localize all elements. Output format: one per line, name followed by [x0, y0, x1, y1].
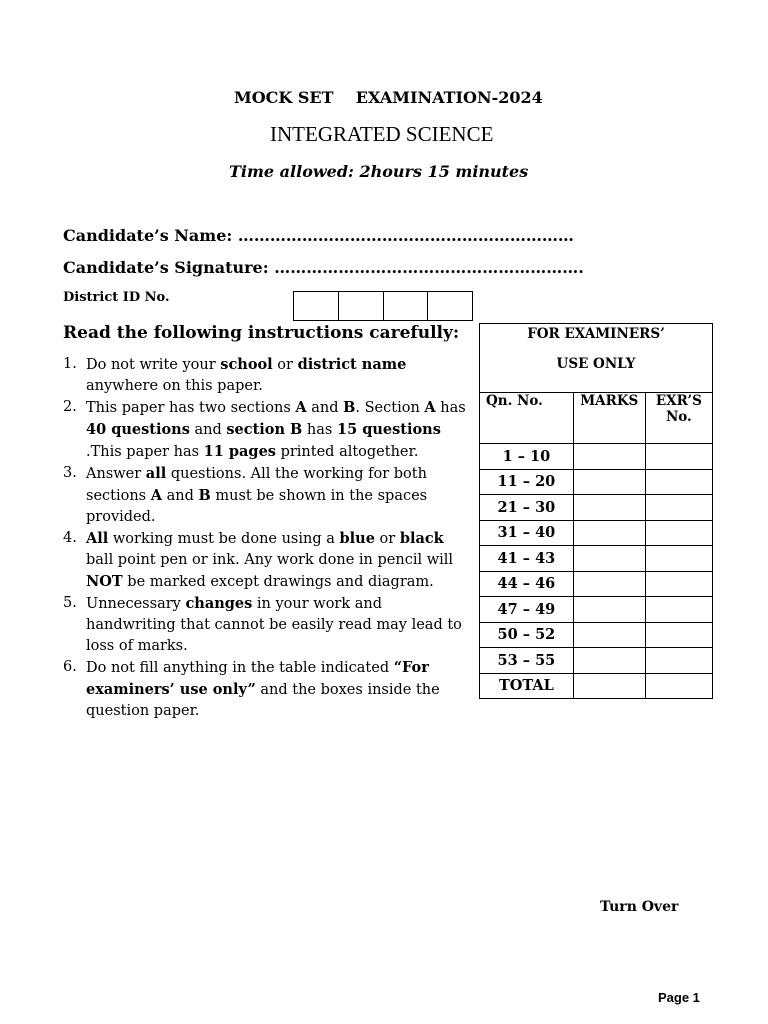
- instruction-text: and: [162, 488, 199, 504]
- district-id-box[interactable]: [294, 292, 339, 320]
- instruction-emphasis: 11 pages: [203, 443, 276, 460]
- question-range-cell: 47 – 49: [480, 597, 574, 623]
- instruction-text: This paper has two sections: [86, 400, 296, 416]
- table-row: [480, 673, 713, 699]
- table-row: [480, 571, 713, 597]
- instruction-emphasis: NOT: [86, 573, 123, 590]
- instruction-item: [63, 463, 473, 528]
- examiner-no-cell: [645, 546, 712, 572]
- marks-cell: [573, 673, 645, 699]
- table-row: [480, 622, 713, 648]
- instruction-item: [63, 354, 473, 397]
- candidate-name-line[interactable]: Candidate’s Name: ………………………………………………………: [63, 226, 574, 245]
- candidate-signature-line[interactable]: Candidate’s Signature: ………………………………………………….: [63, 258, 584, 277]
- instruction-emphasis: school: [220, 356, 273, 373]
- question-range-cell: 53 – 55: [480, 648, 574, 674]
- column-header-marks: MARKS: [573, 393, 645, 444]
- district-id-label: District ID No.: [63, 290, 170, 305]
- district-id-boxes: [293, 291, 473, 321]
- instruction-text: printed altogether.: [275, 444, 419, 460]
- examiner-no-cell: [645, 571, 712, 597]
- instruction-text: working must be done using a: [108, 531, 340, 547]
- examiner-no-cell: [645, 597, 712, 623]
- instruction-text: ball point pen or ink. Any work done in pencil will: [86, 552, 454, 568]
- examiner-no-cell: [645, 648, 712, 674]
- instruction-text: Answer: [86, 466, 146, 482]
- instruction-number: 4.: [63, 530, 77, 546]
- question-range-cell: TOTAL: [480, 673, 574, 699]
- district-id-box[interactable]: [339, 292, 384, 320]
- table-row: [480, 520, 713, 546]
- instruction-number: 1.: [63, 356, 77, 372]
- instruction-item: [63, 528, 473, 593]
- instruction-text: anywhere on this paper.: [86, 378, 263, 394]
- instruction-emphasis: A: [295, 399, 307, 416]
- marks-cell: [573, 444, 645, 470]
- question-range-cell: 41 – 43: [480, 546, 574, 572]
- table-row: [480, 444, 713, 470]
- question-range-cell: 11 – 20: [480, 469, 574, 495]
- instruction-emphasis: section B: [226, 421, 303, 438]
- question-range-cell: 21 – 30: [480, 495, 574, 521]
- subject-title: INTEGRATED SCIENCE: [270, 122, 494, 146]
- page-number: Page 1: [658, 990, 700, 1005]
- instruction-text: in your work and handwriting that cannot be easily read may lead to loss of marks.: [86, 596, 462, 654]
- examiners-table-title: [480, 324, 713, 393]
- examiner-no-cell: [645, 622, 712, 648]
- instruction-text: .This paper has: [86, 444, 204, 460]
- table-row: [480, 495, 713, 521]
- marks-cell: [573, 571, 645, 597]
- exam-title: MOCK SET EXAMINATION-2024: [234, 88, 543, 107]
- question-range-cell: 1 – 10: [480, 444, 574, 470]
- question-range-cell: 31 – 40: [480, 520, 574, 546]
- instruction-emphasis: A: [150, 487, 162, 504]
- instruction-emphasis: “For examiners’ use only”: [86, 659, 429, 698]
- table-row: [480, 469, 713, 495]
- examiners-title-line2: USE ONLY: [556, 356, 636, 372]
- instruction-text: or: [374, 531, 400, 547]
- instructions-list: [63, 354, 473, 722]
- question-range-cell: 50 – 52: [480, 622, 574, 648]
- column-header-qn-no: Qn. No.: [480, 393, 574, 444]
- instruction-text: and: [306, 400, 344, 416]
- table-row: [480, 597, 713, 623]
- examiners-title-line1: FOR EXAMINERS’: [527, 326, 665, 342]
- instruction-item: [63, 397, 473, 463]
- examiner-no-cell: [645, 673, 712, 699]
- instruction-text: Do not fill anything in the table indicated: [86, 660, 394, 676]
- instruction-emphasis: changes: [185, 595, 253, 612]
- instruction-text: or: [272, 357, 298, 373]
- marks-cell: [573, 622, 645, 648]
- instruction-text: has: [435, 400, 466, 416]
- table-row: [480, 546, 713, 572]
- instructions-heading: Read the following instructions carefully:: [63, 323, 460, 343]
- instruction-text: Unnecessary: [86, 596, 186, 612]
- instruction-number: 6.: [63, 659, 77, 675]
- instruction-text: . Section: [355, 400, 425, 416]
- instruction-number: 3.: [63, 465, 77, 481]
- instruction-number: 2.: [63, 399, 77, 415]
- turn-over-note: Turn Over: [600, 899, 679, 915]
- examiner-no-cell: [645, 520, 712, 546]
- instruction-emphasis: A: [424, 399, 436, 416]
- instruction-item: [63, 593, 473, 657]
- instruction-text: has: [302, 422, 337, 438]
- examiner-no-cell: [645, 469, 712, 495]
- marks-cell: [573, 648, 645, 674]
- instruction-text: and: [189, 422, 227, 438]
- time-allowed: Time allowed: 2hours 15 minutes: [229, 162, 529, 181]
- column-header-exr-no: EXR’S No.: [645, 393, 712, 444]
- examiners-table: [479, 323, 713, 699]
- examiner-no-cell: [645, 495, 712, 521]
- instruction-emphasis: B: [343, 399, 356, 416]
- question-range-cell: 44 – 46: [480, 571, 574, 597]
- instruction-emphasis: 40 questions: [86, 421, 190, 438]
- district-id-box[interactable]: [428, 292, 472, 320]
- instruction-item: [63, 657, 473, 722]
- instruction-text: must be shown in the spaces provided.: [86, 488, 428, 525]
- instruction-text: and the boxes inside the question paper.: [86, 682, 440, 719]
- instruction-number: 5.: [63, 595, 77, 611]
- instruction-emphasis: blue: [339, 530, 375, 547]
- marks-cell: [573, 469, 645, 495]
- instruction-emphasis: B: [198, 487, 211, 504]
- instruction-emphasis: All: [86, 530, 109, 547]
- district-id-box[interactable]: [384, 292, 429, 320]
- instruction-emphasis: district name: [297, 356, 407, 373]
- instruction-text: Do not write your: [86, 357, 221, 373]
- instruction-emphasis: all: [145, 465, 167, 482]
- marks-cell: [573, 597, 645, 623]
- examiner-no-cell: [645, 444, 712, 470]
- instruction-emphasis: black: [399, 530, 444, 547]
- table-row: [480, 648, 713, 674]
- marks-cell: [573, 546, 645, 572]
- marks-cell: [573, 520, 645, 546]
- instruction-text: questions. All the working for both sections: [86, 466, 427, 504]
- instruction-emphasis: 15 questions: [336, 421, 441, 438]
- instruction-text: be marked except drawings and diagram.: [122, 574, 434, 590]
- marks-cell: [573, 495, 645, 521]
